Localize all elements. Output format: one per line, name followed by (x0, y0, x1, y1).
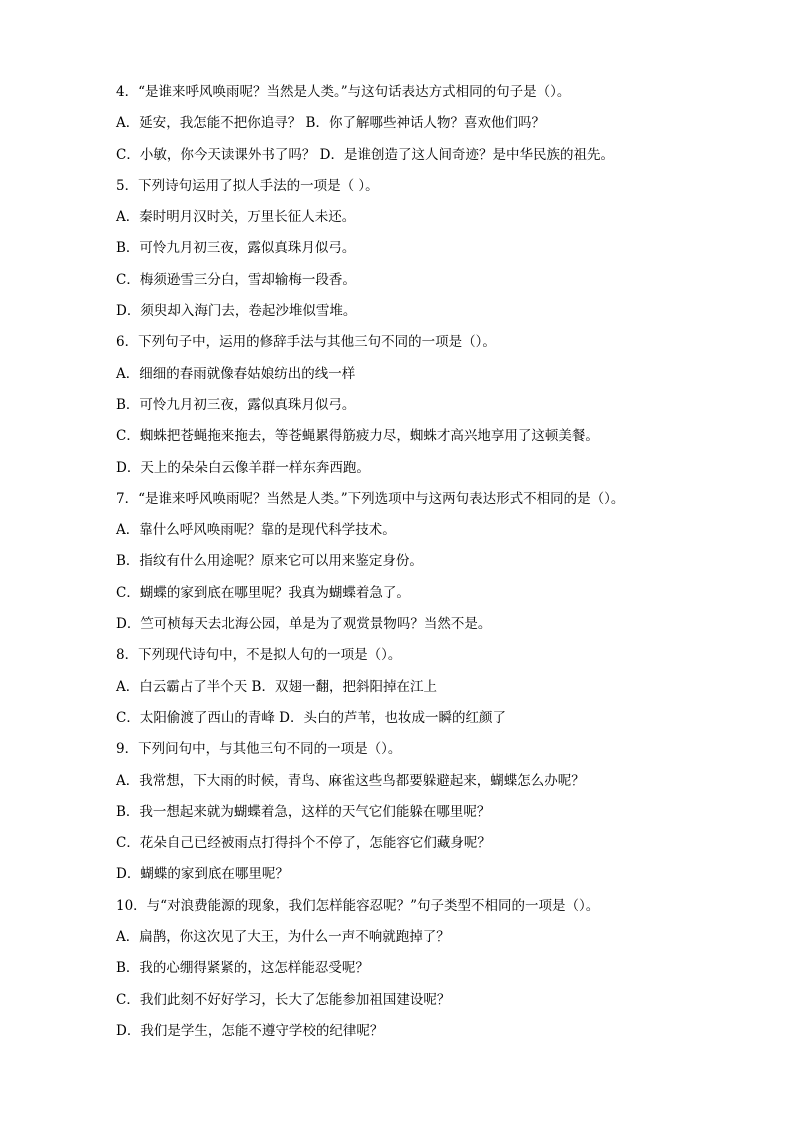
question-7-option-b: B．指纹有什么用途呢？原来它可以用来鉴定身份。 (116, 553, 423, 570)
question-6-option-d: D．天上的朵朵白云像羊群一样东奔西跑。 (116, 459, 370, 476)
question-list (116, 80, 736, 1050)
question-4-options-ab: A．延安，我怎能不把你追寻？ B．你了解哪些神话人物？喜欢他们吗？ (116, 115, 545, 132)
question-7-stem: 7．“是谁来呼风唤雨呢？当然是人类。”下列选项中与这两句表达形式不相同的是（）。 (116, 490, 625, 507)
question-5-stem: 5．下列诗句运用了拟人手法的一项是（ ）。 (116, 177, 379, 194)
question-9-option-b: B．我一想起来就为蝴蝶着急，这样的天气它们能躲在哪里呢？ (116, 803, 491, 820)
question-10-option-a: A．扁鹊，你这次见了大王，为什么一声不响就跑掉了？ (116, 929, 450, 946)
question-4-stem: 4．“是谁来呼风唤雨呢？当然是人类。”与这句话表达方式相同的句子是（）。 (116, 84, 571, 100)
question-7-option-d: D．竺可桢每天去北海公园，单是为了观赏景物吗？当然不是。 (116, 616, 492, 633)
question-9-option-a: A．我常想，下大雨的时候，青鸟、麻雀这些鸟都要躲避起来，蝴蝶怎么办呢？ (116, 772, 585, 789)
question-8-options-cd: C．太阳偷渡了西山的青峰 D．头白的芦苇，也妆成一瞬的红颜了 (116, 709, 506, 726)
question-5-option-c: C．梅须逊雪三分白，雪却输梅一段香。 (116, 271, 356, 288)
question-10-option-d: D．我们是学生，怎能不遵守学校的纪律呢？ (116, 1022, 384, 1039)
question-10-option-b: B．我的心绷得紧紧的，这怎样能忍受呢？ (116, 960, 369, 977)
question-5-option-d: D．须臾却入海门去，卷起沙堆似雪堆。 (116, 303, 357, 320)
question-10-option-c: C．我们此刻不好好学习，长大了怎能参加祖国建设呢？ (116, 991, 451, 1008)
question-6-stem: 6．下列句子中，运用的修辞手法与其他三句不同的一项是（）。 (116, 334, 496, 351)
question-5-option-a: A．秦时明月汉时关，万里长征人未还。 (116, 209, 356, 226)
question-6-option-c: C．蜘蛛把苍蝇拖来拖去，等苍蝇累得筋疲力尽，蜘蛛才高兴地享用了这顿美餐。 (116, 428, 599, 445)
question-9-option-c: C．花朵自己已经被雨点打得抖个不停了，怎能容它们藏身呢？ (116, 835, 491, 852)
question-6-option-b: B．可怜九月初三夜，露似真珠月似弓。 (116, 396, 356, 413)
question-10-stem: 10．与“对浪费能源的现象，我们怎样能容忍呢？”句子类型不相同的一项是（）。 (116, 897, 600, 914)
question-9-stem: 9．下列问句中，与其他三句不同的一项是（）。 (116, 741, 402, 758)
question-8-options-ab: A．白云霸占了半个天 B．双翅一翻，把斜阳掉在江上 (116, 678, 437, 695)
question-9-option-d: D．蝴蝶的家到底在哪里呢？ (116, 866, 289, 883)
question-5-option-b: B．可怜九月初三夜，露似真珠月似弓。 (116, 240, 356, 257)
question-4-options-cd: C．小敏，你今天读课外书了吗？ D．是谁创造了这人间奇迹？是中华民族的祖先。 (116, 146, 614, 163)
question-7-option-a: A．靠什么呼风唤雨呢？靠的是现代科学技术。 (116, 522, 396, 539)
question-7-option-c: C．蝴蝶的家到底在哪里呢？我真为蝴蝶着急了。 (116, 584, 410, 601)
question-6-option-a: A．细细的春雨就像春姑娘纺出的线一样 (116, 365, 356, 382)
question-8-stem: 8．下列现代诗句中，不是拟人句的一项是（）。 (116, 647, 402, 664)
